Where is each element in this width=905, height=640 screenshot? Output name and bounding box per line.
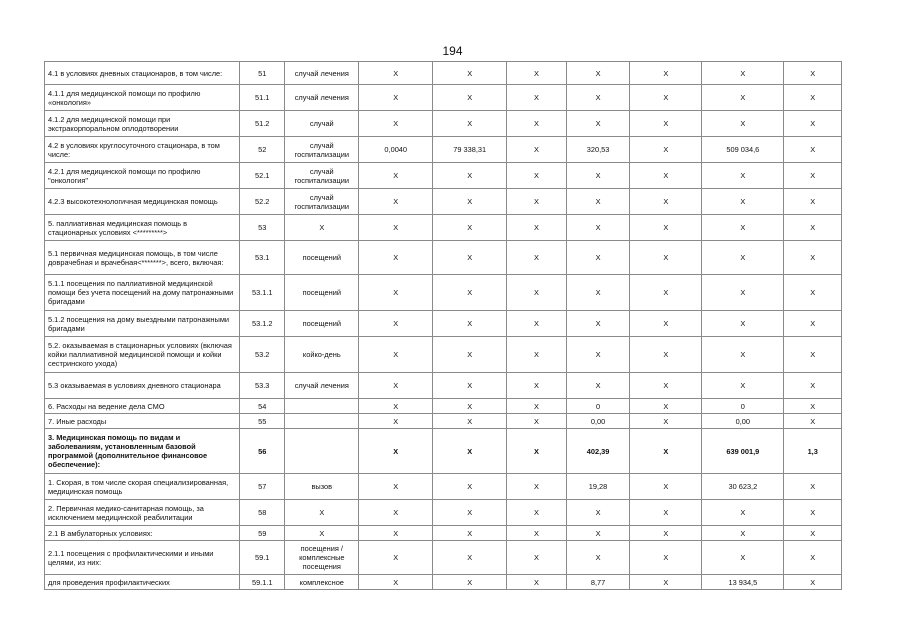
row-name: 5.3 оказываемая в условиях дневного стационара (45, 373, 240, 399)
row-unit: койко-день (285, 337, 359, 373)
row-value-3: X (507, 85, 567, 111)
row-unit: X (285, 215, 359, 241)
row-value-3: X (507, 137, 567, 163)
row-name: 1. Скорая, в том числе скорая специализированная, медицинская помощь (45, 474, 240, 500)
row-unit: вызов (285, 474, 359, 500)
row-name: 5. паллиативная медицинская помощь в стационарных условиях <*********> (45, 215, 240, 241)
row-value-4: X (566, 62, 630, 85)
row-code: 51.2 (240, 111, 285, 137)
row-value-4: 0,00 (566, 414, 630, 429)
row-code: 51 (240, 62, 285, 85)
row-value-2: X (433, 163, 507, 189)
row-name: 5.1.2 посещения на дому выездными патронажными бригадами (45, 311, 240, 337)
row-unit: X (285, 500, 359, 526)
row-value-6: X (702, 241, 784, 275)
row-value-7: 1,3 (784, 429, 842, 474)
row-code: 53 (240, 215, 285, 241)
row-value-6: 0,00 (702, 414, 784, 429)
row-value-7: X (784, 241, 842, 275)
row-unit: посещений (285, 241, 359, 275)
row-name: для проведения профилактических (45, 575, 240, 590)
table-row (45, 526, 842, 541)
row-value-1: X (359, 414, 433, 429)
row-unit: посещений (285, 311, 359, 337)
row-value-6: X (702, 500, 784, 526)
row-value-5: X (630, 137, 702, 163)
row-value-3: X (507, 429, 567, 474)
row-value-5: X (630, 215, 702, 241)
row-value-2: X (433, 275, 507, 311)
row-value-6: X (702, 526, 784, 541)
row-code: 58 (240, 500, 285, 526)
row-value-2: X (433, 311, 507, 337)
row-value-6: X (702, 62, 784, 85)
table-row (45, 337, 842, 373)
row-code: 53.3 (240, 373, 285, 399)
row-value-2: X (433, 373, 507, 399)
row-value-3: X (507, 500, 567, 526)
row-code: 53.2 (240, 337, 285, 373)
row-value-3: X (507, 62, 567, 85)
row-code: 53.1.1 (240, 275, 285, 311)
row-value-1: X (359, 474, 433, 500)
row-value-7: X (784, 85, 842, 111)
row-value-7: X (784, 373, 842, 399)
row-value-6: 509 034,6 (702, 137, 784, 163)
row-value-5: X (630, 429, 702, 474)
row-value-3: X (507, 241, 567, 275)
table-row (45, 275, 842, 311)
row-value-7: X (784, 311, 842, 337)
row-value-4: X (566, 337, 630, 373)
row-unit: случай лечения (285, 373, 359, 399)
table-row (45, 474, 842, 500)
row-value-3: X (507, 575, 567, 590)
row-value-5: X (630, 414, 702, 429)
row-value-3: X (507, 163, 567, 189)
table-row (45, 62, 842, 85)
row-unit (285, 414, 359, 429)
row-value-2: X (433, 414, 507, 429)
row-value-2: X (433, 399, 507, 414)
row-value-4: X (566, 189, 630, 215)
row-value-7: X (784, 111, 842, 137)
row-value-7: X (784, 163, 842, 189)
row-value-7: X (784, 275, 842, 311)
row-value-1: X (359, 337, 433, 373)
row-name: 2.1.1 посещения с профилактическими и иными целями, из них: (45, 541, 240, 575)
table-body (45, 62, 842, 590)
row-value-2: X (433, 62, 507, 85)
row-value-1: X (359, 215, 433, 241)
row-value-6: X (702, 311, 784, 337)
row-name: 4.1 в условиях дневных стационаров, в том числе: (45, 62, 240, 85)
row-code: 59 (240, 526, 285, 541)
row-code: 54 (240, 399, 285, 414)
row-value-7: X (784, 474, 842, 500)
row-name: 6. Расходы на ведение дела СМО (45, 399, 240, 414)
row-code: 52.1 (240, 163, 285, 189)
row-value-1: X (359, 500, 433, 526)
row-unit: случай лечения (285, 62, 359, 85)
table-row (45, 399, 842, 414)
row-value-6: X (702, 111, 784, 137)
row-name: 2.1 В амбулаторных условиях: (45, 526, 240, 541)
row-name: 2. Первичная медико-санитарная помощь, за исключением медицинской реабилитации (45, 500, 240, 526)
row-value-5: X (630, 311, 702, 337)
row-value-2: X (433, 575, 507, 590)
row-value-4: X (566, 526, 630, 541)
row-value-5: X (630, 62, 702, 85)
row-value-6: X (702, 541, 784, 575)
row-value-5: X (630, 275, 702, 311)
row-value-4: X (566, 373, 630, 399)
row-value-3: X (507, 474, 567, 500)
row-value-7: X (784, 215, 842, 241)
row-value-5: X (630, 241, 702, 275)
row-value-3: X (507, 111, 567, 137)
row-value-4: X (566, 215, 630, 241)
row-value-1: X (359, 163, 433, 189)
row-value-3: X (507, 189, 567, 215)
table-row (45, 500, 842, 526)
row-value-5: X (630, 399, 702, 414)
row-value-2: X (433, 189, 507, 215)
row-value-6: 639 001,9 (702, 429, 784, 474)
row-value-5: X (630, 163, 702, 189)
row-value-6: X (702, 189, 784, 215)
row-name: 4.1.1 для медицинской помощи по профилю «онкология» (45, 85, 240, 111)
row-name: 4.1.2 для медицинской помощи при экстракорпоральном оплодотворении (45, 111, 240, 137)
table-row (45, 373, 842, 399)
row-value-4: 0 (566, 399, 630, 414)
row-value-6: X (702, 337, 784, 373)
row-value-1: X (359, 85, 433, 111)
row-value-4: X (566, 311, 630, 337)
row-value-6: X (702, 373, 784, 399)
row-value-4: X (566, 85, 630, 111)
row-unit (285, 429, 359, 474)
row-value-1: X (359, 311, 433, 337)
row-code: 56 (240, 429, 285, 474)
row-value-4: X (566, 275, 630, 311)
table-row (45, 311, 842, 337)
row-value-2: 79 338,31 (433, 137, 507, 163)
row-value-2: X (433, 85, 507, 111)
table-row (45, 429, 842, 474)
row-value-5: X (630, 111, 702, 137)
row-value-2: X (433, 500, 507, 526)
row-unit: случай госпитализации (285, 189, 359, 215)
row-value-1: X (359, 62, 433, 85)
row-value-7: X (784, 399, 842, 414)
financing-table (44, 61, 842, 590)
row-value-4: X (566, 541, 630, 575)
table-row (45, 189, 842, 215)
table-row (45, 541, 842, 575)
row-name: 5.1.1 посещения по паллиативной медицинской помощи без учета посещений на дому патронажными бригадами (45, 275, 240, 311)
row-value-1: 0,0040 (359, 137, 433, 163)
page-number: 194 (442, 44, 463, 58)
row-value-7: X (784, 526, 842, 541)
table-row (45, 163, 842, 189)
table-row (45, 575, 842, 590)
row-value-7: X (784, 189, 842, 215)
row-value-4: 19,28 (566, 474, 630, 500)
row-name: 4.2.3 высокотехнологичная медицинская помощь (45, 189, 240, 215)
row-code: 59.1 (240, 541, 285, 575)
row-value-1: X (359, 241, 433, 275)
row-value-5: X (630, 85, 702, 111)
row-code: 51.1 (240, 85, 285, 111)
row-value-6: X (702, 163, 784, 189)
row-value-3: X (507, 414, 567, 429)
row-name: 4.2.1 для медицинской помощи по профилю "онкология" (45, 163, 240, 189)
row-value-1: X (359, 189, 433, 215)
row-value-6: 13 934,5 (702, 575, 784, 590)
row-value-7: X (784, 137, 842, 163)
row-value-4: 402,39 (566, 429, 630, 474)
row-value-3: X (507, 337, 567, 373)
row-name: 4.2 в условиях круглосуточного стационара, в том числе: (45, 137, 240, 163)
row-value-5: X (630, 337, 702, 373)
row-code: 57 (240, 474, 285, 500)
row-value-7: X (784, 337, 842, 373)
row-value-5: X (630, 541, 702, 575)
row-value-3: X (507, 215, 567, 241)
row-unit: комплексное (285, 575, 359, 590)
table-row (45, 111, 842, 137)
row-code: 52 (240, 137, 285, 163)
row-unit: случай лечения (285, 85, 359, 111)
row-value-2: X (433, 526, 507, 541)
row-value-4: 320,53 (566, 137, 630, 163)
row-value-7: X (784, 541, 842, 575)
row-name: 7. Иные расходы (45, 414, 240, 429)
row-unit: X (285, 526, 359, 541)
row-value-4: X (566, 500, 630, 526)
row-value-3: X (507, 399, 567, 414)
row-value-2: X (433, 111, 507, 137)
row-value-5: X (630, 575, 702, 590)
row-value-3: X (507, 373, 567, 399)
row-code: 52.2 (240, 189, 285, 215)
row-value-4: 8,77 (566, 575, 630, 590)
row-value-2: X (433, 241, 507, 275)
table-row (45, 241, 842, 275)
row-value-6: X (702, 275, 784, 311)
row-value-5: X (630, 189, 702, 215)
row-value-3: X (507, 526, 567, 541)
row-value-3: X (507, 541, 567, 575)
row-value-5: X (630, 474, 702, 500)
row-value-2: X (433, 429, 507, 474)
row-value-1: X (359, 111, 433, 137)
row-value-5: X (630, 526, 702, 541)
row-value-4: X (566, 241, 630, 275)
row-value-1: X (359, 275, 433, 311)
row-value-6: X (702, 215, 784, 241)
table-row (45, 215, 842, 241)
row-unit: случай (285, 111, 359, 137)
row-value-2: X (433, 541, 507, 575)
row-code: 53.1 (240, 241, 285, 275)
row-value-3: X (507, 311, 567, 337)
row-code: 59.1.1 (240, 575, 285, 590)
row-code: 53.1.2 (240, 311, 285, 337)
table-row (45, 137, 842, 163)
row-value-6: X (702, 85, 784, 111)
row-value-7: X (784, 414, 842, 429)
row-value-5: X (630, 500, 702, 526)
row-value-7: X (784, 500, 842, 526)
row-unit (285, 399, 359, 414)
row-value-4: X (566, 163, 630, 189)
row-value-2: X (433, 215, 507, 241)
row-value-3: X (507, 275, 567, 311)
row-value-1: X (359, 541, 433, 575)
row-unit: случай госпитализации (285, 163, 359, 189)
row-unit: посещения / комплексные посещения (285, 541, 359, 575)
row-value-4: X (566, 111, 630, 137)
table-row (45, 85, 842, 111)
row-value-1: X (359, 526, 433, 541)
row-code: 55 (240, 414, 285, 429)
row-value-7: X (784, 62, 842, 85)
row-value-1: X (359, 575, 433, 590)
row-value-1: X (359, 399, 433, 414)
row-name: 5.2. оказываемая в стационарных условиях (включая койки паллиативной медицинской помощи и койки сестринского ухода) (45, 337, 240, 373)
row-value-6: 0 (702, 399, 784, 414)
row-name: 3. Медицинская помощь по видам и заболеваниям, установленным базовой программой (дополнительное финансовое обеспечение): (45, 429, 240, 474)
row-value-1: X (359, 429, 433, 474)
row-value-2: X (433, 337, 507, 373)
row-value-6: 30 623,2 (702, 474, 784, 500)
row-name: 5.1 первичная медицинская помощь, в том числе доврачебная и врачебная<*******>, всего, включая: (45, 241, 240, 275)
row-unit: посещений (285, 275, 359, 311)
row-value-1: X (359, 373, 433, 399)
row-value-7: X (784, 575, 842, 590)
row-unit: случай госпитализации (285, 137, 359, 163)
row-value-2: X (433, 474, 507, 500)
row-value-5: X (630, 373, 702, 399)
table-row (45, 414, 842, 429)
